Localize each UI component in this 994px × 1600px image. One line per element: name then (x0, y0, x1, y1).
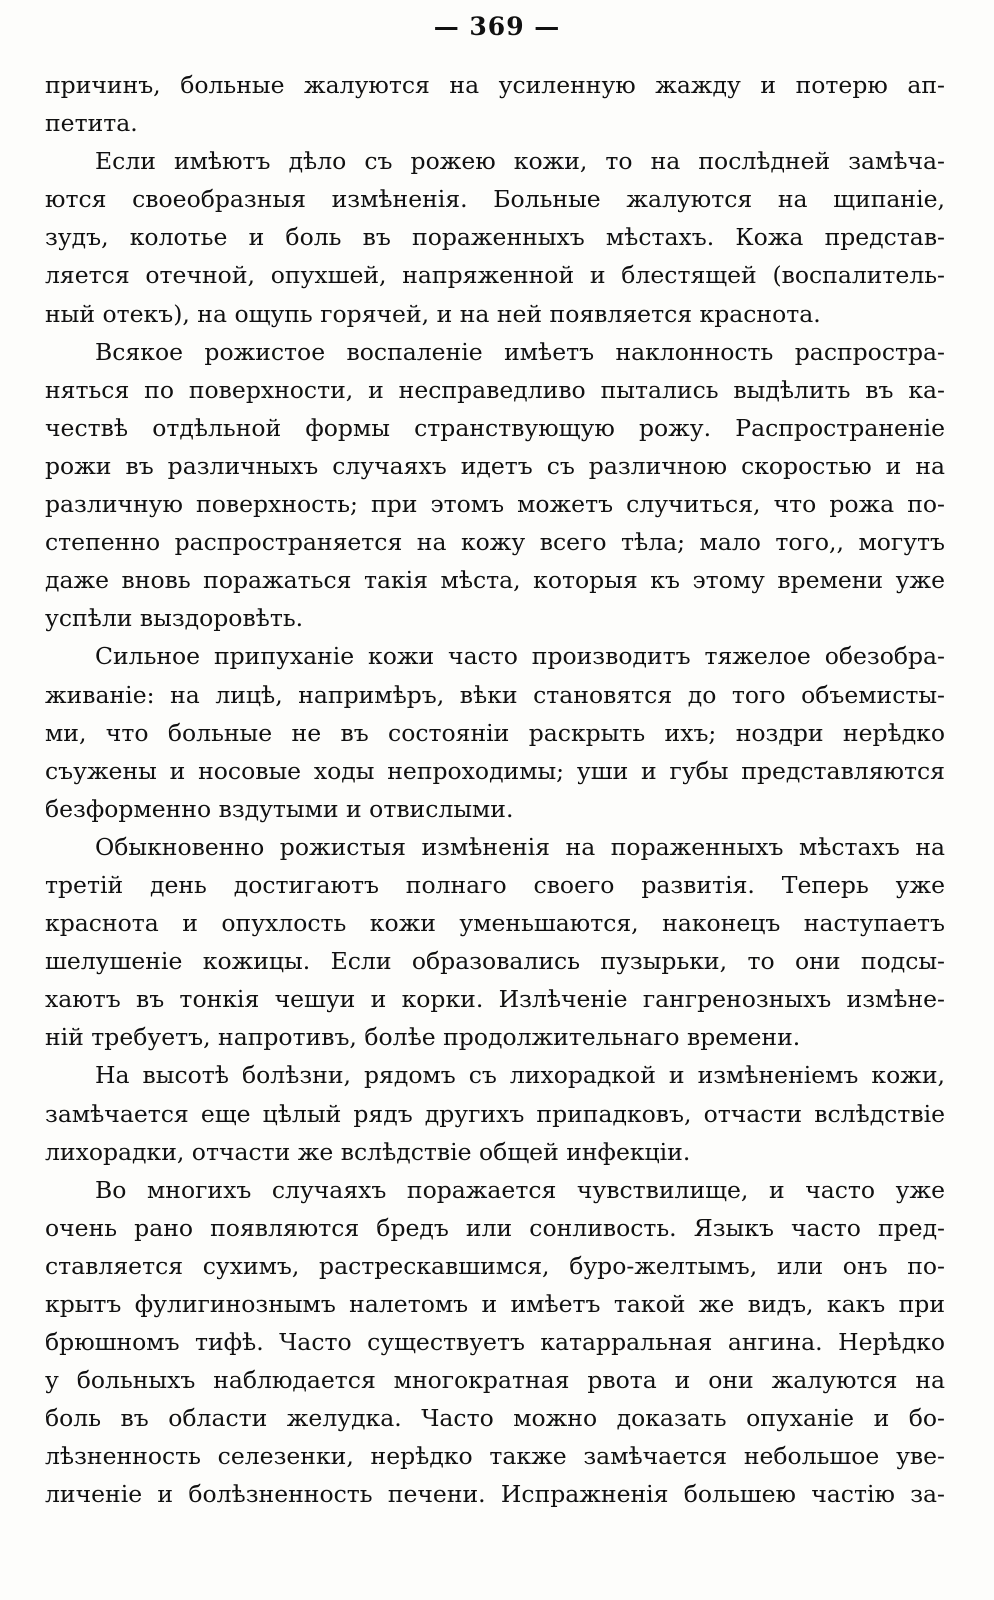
text-line: рожи въ различныхъ случаяхъ идетъ съ различною скоростью и на (45, 451, 945, 480)
text-line: ній требуетъ, напротивъ, болѣе продолжительнаго времени. (45, 1023, 801, 1052)
text-line: зудъ, колотье и боль въ пораженныхъ мѣстахъ. Кожа представ- (45, 223, 945, 252)
page-number: — 369 — (433, 12, 561, 41)
text-line: На высотѣ болѣзни, рядомъ съ лихорадкой и измѣненіемъ кожи, (95, 1061, 945, 1090)
text-line: брюшномъ тифѣ. Часто существуетъ катарральная ангина. Нерѣдко (45, 1328, 945, 1357)
text-line: третій день достигаютъ полнаго своего развитія. Теперь уже (45, 870, 945, 899)
text-line: различную поверхность; при этомъ можетъ случиться, что рожа по- (45, 490, 945, 519)
text-line: причинъ, больные жалуются на усиленную жажду и потерю ап- (45, 71, 945, 99)
text-line: ми, что больные не въ состояніи раскрыть ихъ; ноздри нерѣдко (45, 718, 945, 747)
text-line: ный отекъ), на ощупь горячей, и на ней появляется краснота. (45, 299, 821, 328)
text-line: ставляется сухимъ, растрескавшимся, буро-желтымъ, или онъ по- (45, 1251, 945, 1280)
text-line: краснота и опухлость кожи уменьшаются, наконецъ наступаетъ (45, 909, 945, 938)
text-line: успѣли выздоровѣть. (45, 604, 304, 633)
text-line: чествѣ отдѣльной формы странствующую рожу. Распространеніе (45, 413, 945, 442)
text-line: очень рано появляются бредъ или сонливость. Языкъ часто пред- (45, 1213, 945, 1242)
text-line: личеніе и болѣзненность печени. Испражненія большею частію за- (45, 1480, 945, 1509)
text-line: ются своеобразныя измѣненія. Больные жалуются на щипаніе, (45, 185, 945, 214)
text-line: Обыкновенно рожистыя измѣненія на пораженныхъ мѣстахъ на (95, 832, 945, 861)
text-line: безформенно вздутыми и отвислыми. (45, 794, 514, 823)
text-line: ляется отечной, опухшей, напряженной и блестящей (воспалитель- (45, 261, 945, 290)
text-line: Всякое рожистое воспаленіе имѣетъ наклонность распростра- (95, 337, 945, 366)
text-line: крытъ фулигинознымъ налетомъ и имѣетъ такой же видъ, какъ при (45, 1290, 945, 1318)
text-line: лихорадки, отчасти же вслѣдствіе общей инфекціи. (45, 1137, 691, 1166)
text-line: лѣзненность селезенки, нерѣдко также замѣчается небольшое уве- (45, 1442, 945, 1471)
text-line: у больныхъ наблюдается многократная рвота и они жалуются на (45, 1366, 945, 1395)
text-line: Во многихъ случаяхъ поражается чувствилище, и часто уже (95, 1175, 945, 1204)
text-line: петита. (45, 109, 138, 138)
text-line: степенно распространяется на кожу всего тѣла; мало того,, могутъ (45, 528, 945, 557)
text-line: Сильное припуханіе кожи часто производитъ тяжелое обезобра- (95, 642, 945, 671)
text-line: замѣчается еще цѣлый рядъ другихъ припадковъ, отчасти вслѣдствіе (45, 1099, 945, 1128)
text-line: даже вновь поражаться такія мѣста, которыя къ этому времени уже (45, 566, 945, 595)
text-line: Если имѣютъ дѣло съ рожею кожи, то на послѣдней замѣча- (95, 147, 945, 176)
text-line: няться по поверхности, и несправедливо пытались выдѣлить въ ка- (45, 375, 945, 404)
body-text (45, 66, 945, 1514)
text-line: хаютъ въ тонкія чешуи и корки. Излѣченіе гангренозныхъ измѣне- (45, 985, 945, 1014)
text-line: шелушеніе кожицы. Если образовались пузырьки, то они подсы- (45, 947, 945, 976)
text-line: живаніе: на лицѣ, напримѣръ, вѣки становятся до того объемисты- (45, 680, 945, 709)
text-line: съужены и носовые ходы непроходимы; уши и губы представляются (45, 756, 945, 785)
text-line: боль въ области желудка. Часто можно доказать опуханіе и бо- (45, 1404, 945, 1433)
